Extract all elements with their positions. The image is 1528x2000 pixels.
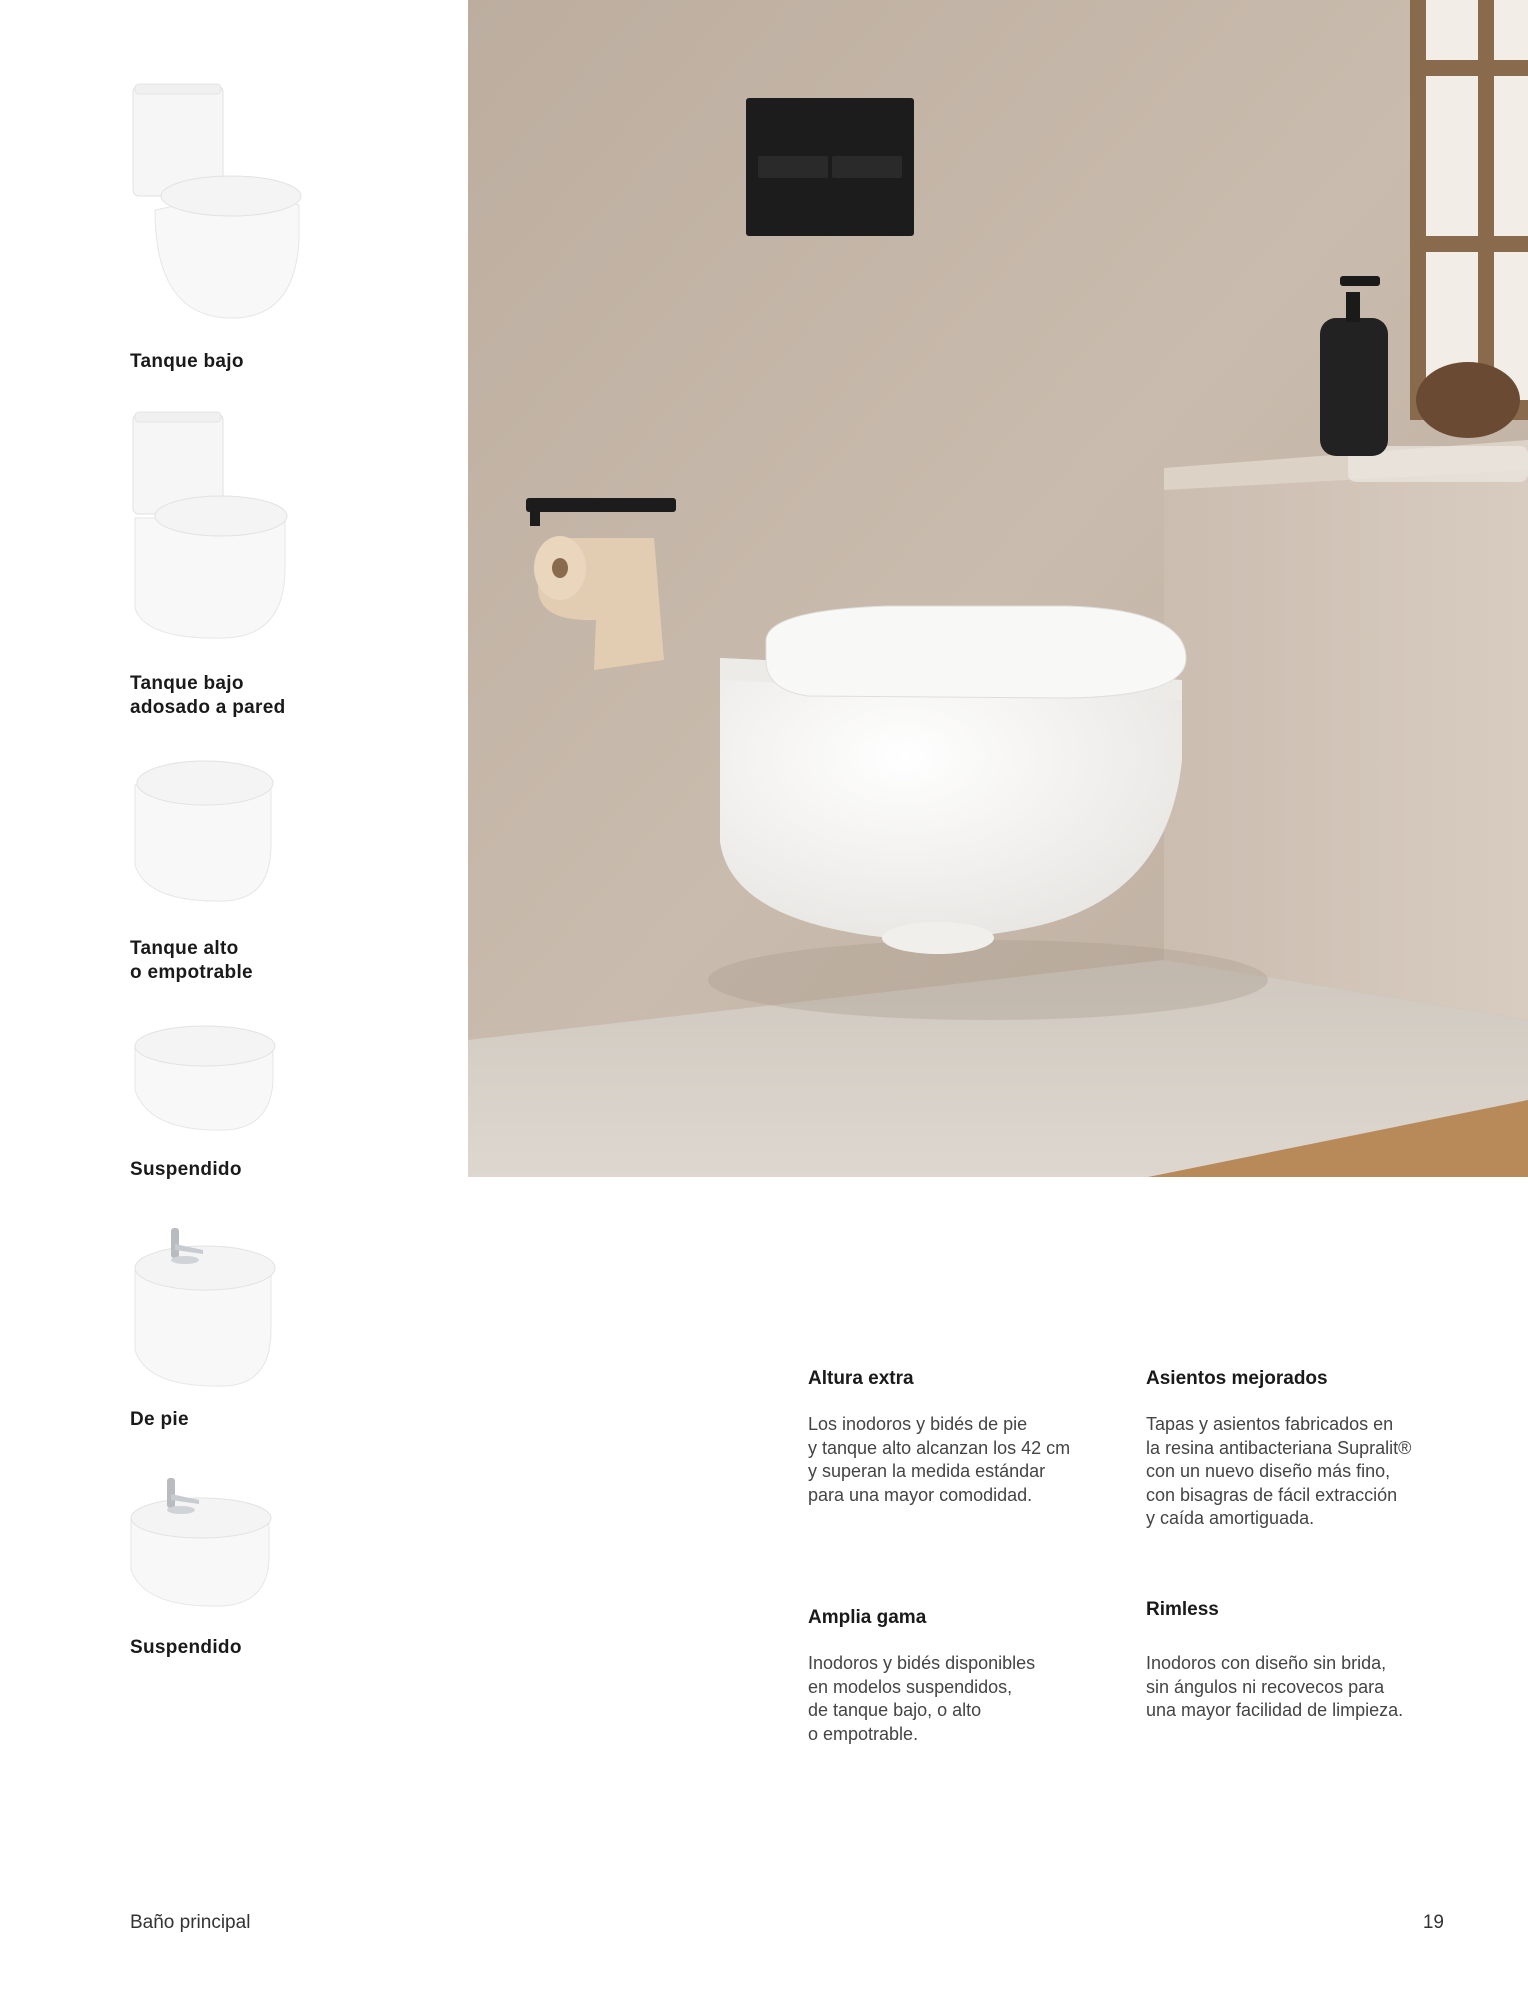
product-label: De pie — [130, 1409, 189, 1430]
feature-asientos-mejorados — [1146, 1367, 1446, 1531]
close-coupled-toilet-icon — [125, 80, 325, 330]
product-label: Suspendido — [130, 1637, 242, 1658]
feature-text: Inodoros y bidés disponibles en modelos suspendidos, de tanque bajo, o alto o empotrable. — [808, 1653, 1036, 1744]
feature-title: Asientos mejorados — [1146, 1368, 1328, 1389]
product-label: Suspendido — [130, 1159, 242, 1180]
feature-title: Altura extra — [808, 1368, 914, 1389]
back-to-wall-close-coupled-toilet-icon — [125, 408, 325, 648]
feature-text: Los inodoros y bidés de pie y tanque alto alcanzan los 42 cm y superan la medida estándar para una mayor comodidad. — [808, 1414, 1071, 1505]
back-to-wall-toilet-icon — [125, 755, 325, 915]
feature-rimless — [1146, 1598, 1446, 1723]
footer-section-title: Baño principal — [130, 1912, 251, 1933]
page-number: 19 — [1422, 1912, 1444, 1933]
feature-altura-extra — [808, 1367, 1108, 1507]
hero-photo — [468, 0, 1528, 1177]
wall-hung-toilet-icon — [125, 1020, 325, 1140]
feature-amplia-gama — [808, 1606, 1108, 1746]
feature-title: Amplia gama — [808, 1607, 927, 1628]
wall-hung-bidet-icon — [125, 1470, 325, 1620]
feature-title: Rimless — [1146, 1599, 1219, 1620]
feature-text: Tapas y asientos fabricados en la resina antibacteriana Supralit® con un nuevo diseño más fino, con bisagras de fácil extracción y caída amortiguada. — [1146, 1414, 1412, 1528]
product-label: Tanque bajo adosado a pared — [130, 673, 286, 718]
product-label: Tanque bajo — [130, 351, 244, 372]
product-label: Tanque alto o empotrable — [130, 938, 253, 983]
feature-text: Inodoros con diseño sin brida, sin ángulos ni recovecos para una mayor facilidad de limpieza. — [1146, 1653, 1404, 1720]
floor-standing-bidet-icon — [125, 1220, 325, 1390]
wall-hung-toilet-bathroom-photo — [468, 0, 1528, 1177]
